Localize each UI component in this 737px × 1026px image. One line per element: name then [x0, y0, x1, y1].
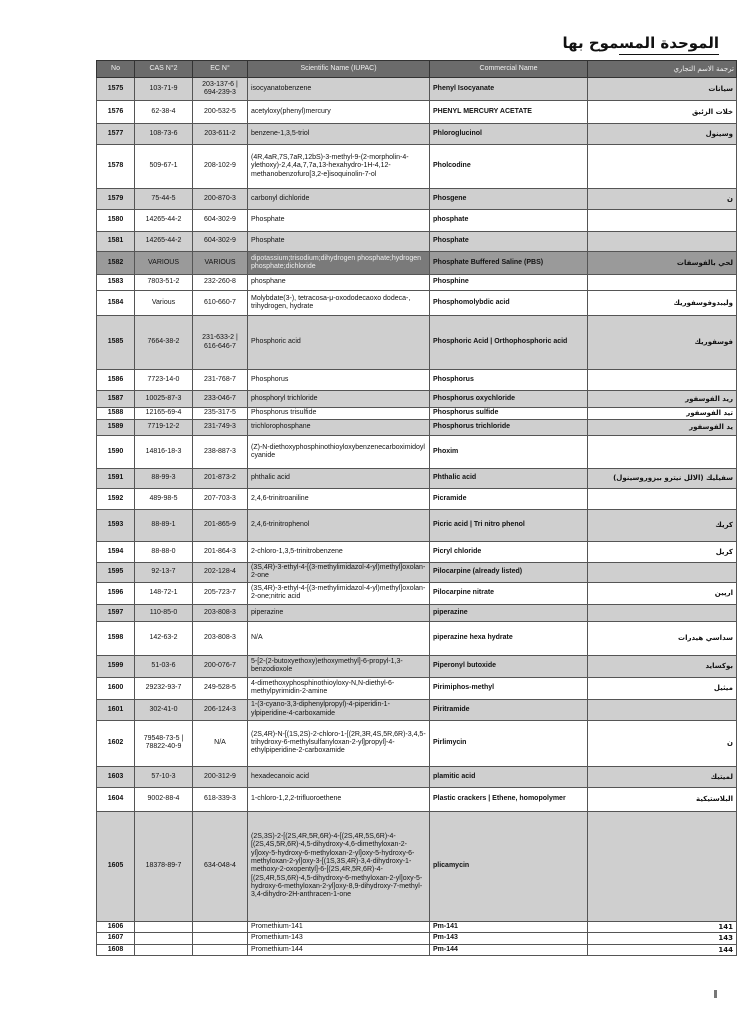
cell-commercial-name: Phosphorus oxychloride: [430, 391, 588, 408]
cell-no: 1605: [97, 811, 135, 921]
cell-arabic-name: ارپين: [588, 582, 737, 604]
table-row: [97, 370, 737, 391]
cell-no: 1586: [97, 370, 135, 391]
col-header-cas: CAS N°2: [135, 61, 193, 78]
cell-no: 1579: [97, 189, 135, 210]
cell-commercial-name: Phosphorus trichloride: [430, 420, 588, 436]
cell-commercial-name: piperazine: [430, 604, 588, 621]
col-header-arabic-translation: ترجمة الاسم التجاري: [588, 61, 737, 78]
cell-ec-number: 249-528-5: [193, 677, 248, 699]
cell-scientific-name: carbonyl dichloride: [248, 189, 430, 210]
cell-ec-number: 201-865-9: [193, 510, 248, 542]
cell-arabic-name: لميتيك: [588, 766, 737, 787]
cell-scientific-name: hexadecanoic acid: [248, 766, 430, 787]
cell-commercial-name: Phenyl Isocyanate: [430, 78, 588, 101]
cell-ec-number: [193, 933, 248, 944]
cell-arabic-name: ن: [588, 720, 737, 766]
table-row: [97, 408, 737, 420]
cell-ec-number: 231-768-7: [193, 370, 248, 391]
cell-commercial-name: Phoxim: [430, 436, 588, 469]
table-row: [97, 145, 737, 189]
cell-ec-number: [193, 944, 248, 955]
cell-ec-number: 618-339-3: [193, 787, 248, 811]
cell-scientific-name: 2-chloro-1,3,5-trinitrobenzene: [248, 542, 430, 563]
cell-commercial-name: Picric acid | Tri nitro phenol: [430, 510, 588, 542]
cell-arabic-name: كريل: [588, 542, 737, 563]
table-row: [97, 420, 737, 436]
substance-table: [96, 60, 737, 956]
cell-arabic-name: [588, 232, 737, 252]
cell-arabic-name: 141: [588, 921, 737, 932]
cell-cas-number: 103-71-9: [135, 78, 193, 101]
cell-no: 1590: [97, 436, 135, 469]
cell-scientific-name: phosphoryl trichloride: [248, 391, 430, 408]
cell-no: 1581: [97, 232, 135, 252]
table-row: [97, 101, 737, 124]
cell-arabic-name: [588, 604, 737, 621]
cell-ec-number: 200-076-7: [193, 655, 248, 677]
cell-no: 1592: [97, 489, 135, 510]
cell-cas-number: 14265-44-2: [135, 232, 193, 252]
cell-ec-number: VARIOUS: [193, 252, 248, 275]
cell-ec-number: 203-808-3: [193, 604, 248, 621]
cell-arabic-name: [588, 489, 737, 510]
cell-ec-number: 200-312-9: [193, 766, 248, 787]
cell-arabic-name: تيد الفوسفور: [588, 408, 737, 420]
cell-cas-number: 142-63-2: [135, 621, 193, 655]
cell-ec-number: 205-723-7: [193, 582, 248, 604]
cell-scientific-name: (3S,4R)-3-ethyl-4-[(3-methylimidazol-4-yl)methyl]oxolan-2-one;nitric acid: [248, 582, 430, 604]
table-row: [97, 921, 737, 932]
cell-cas-number: 148-72-1: [135, 582, 193, 604]
cell-ec-number: 232-260-8: [193, 275, 248, 291]
cell-commercial-name: Pilocarpine nitrate: [430, 582, 588, 604]
cell-arabic-name: [588, 811, 737, 921]
cell-scientific-name: dipotassium;trisodium;dihydrogen phosphate;hydrogen phosphate;dichloride: [248, 252, 430, 275]
cell-commercial-name: Phosphine: [430, 275, 588, 291]
cell-ec-number: N/A: [193, 720, 248, 766]
cell-no: 1597: [97, 604, 135, 621]
table-row: [97, 232, 737, 252]
cell-no: 1596: [97, 582, 135, 604]
cell-no: 1585: [97, 316, 135, 370]
cell-scientific-name: Phosphorus trisulfide: [248, 408, 430, 420]
cell-ec-number: 206-124-3: [193, 699, 248, 720]
cell-ec-number: 604-302-9: [193, 232, 248, 252]
cell-cas-number: 7723-14-0: [135, 370, 193, 391]
cell-commercial-name: plamitic acid: [430, 766, 588, 787]
table-row: [97, 316, 737, 370]
cell-cas-number: 51-03-6: [135, 655, 193, 677]
cell-commercial-name: PHENYL MERCURY ACETATE: [430, 101, 588, 124]
cell-cas-number: 302-41-0: [135, 699, 193, 720]
table-row: [97, 563, 737, 583]
cell-scientific-name: 1-(3-cyano-3,3-diphenylpropyl)-4-piperidin-1-ylpiperidine-4-carboxamide: [248, 699, 430, 720]
cell-commercial-name: Phosphate Buffered Saline (PBS): [430, 252, 588, 275]
cell-arabic-name: خلات الزئبق: [588, 101, 737, 124]
cell-no: 1600: [97, 677, 135, 699]
table-row: [97, 655, 737, 677]
cell-ec-number: 610-660-7: [193, 291, 248, 316]
cell-arabic-name: كريك: [588, 510, 737, 542]
cell-scientific-name: Molybdate(3-), tetracosa-μ-oxododecaoxo dodeca-, trihydrogen, hydrate: [248, 291, 430, 316]
table-row: [97, 720, 737, 766]
cell-scientific-name: (3S,4R)-3-ethyl-4-[(3-methylimidazol-4-yl)methyl]oxolan-2-one: [248, 563, 430, 583]
cell-scientific-name: 2,4,6-trinitrophenol: [248, 510, 430, 542]
cell-ec-number: 200-870-3: [193, 189, 248, 210]
table-header-row: [97, 61, 737, 78]
cell-ec-number: 202-128-4: [193, 563, 248, 583]
cell-scientific-name: 2,4,6-trinitroaniline: [248, 489, 430, 510]
cell-cas-number: 7719-12-2: [135, 420, 193, 436]
cell-no: 1584: [97, 291, 135, 316]
table-row: [97, 489, 737, 510]
cell-commercial-name: Pm-141: [430, 921, 588, 932]
cell-commercial-name: Phosgene: [430, 189, 588, 210]
cell-arabic-name: [588, 563, 737, 583]
cell-arabic-name: لحي بالفوسفات: [588, 252, 737, 275]
cell-commercial-name: Phosphorus: [430, 370, 588, 391]
cell-commercial-name: Phosphoric Acid | Orthophosphoric acid: [430, 316, 588, 370]
cell-commercial-name: Pholcodine: [430, 145, 588, 189]
col-header-no: No: [97, 61, 135, 78]
table-row: [97, 189, 737, 210]
cell-no: 1606: [97, 921, 135, 932]
table-row: [97, 582, 737, 604]
cell-arabic-name: 144: [588, 944, 737, 955]
cell-no: 1587: [97, 391, 135, 408]
cell-arabic-name: [588, 210, 737, 232]
table-row: [97, 933, 737, 944]
cell-ec-number: 238-887-3: [193, 436, 248, 469]
page-title: الموحدة المسموح بها: [562, 34, 719, 52]
cell-no: 1604: [97, 787, 135, 811]
table-row: [97, 699, 737, 720]
cell-arabic-name: وليبدوفوسفوريك: [588, 291, 737, 316]
cell-cas-number: 14816-18-3: [135, 436, 193, 469]
table-row: [97, 542, 737, 563]
cell-cas-number: 12165-69-4: [135, 408, 193, 420]
cell-scientific-name: trichlorophosphane: [248, 420, 430, 436]
cell-commercial-name: Plastic crackers | Ethene, homopolymer: [430, 787, 588, 811]
cell-no: 1583: [97, 275, 135, 291]
cell-commercial-name: Pirlimycin: [430, 720, 588, 766]
cell-ec-number: [193, 921, 248, 932]
cell-scientific-name: 1-chloro-1,2,2-trifluoroethene: [248, 787, 430, 811]
cell-arabic-name: [588, 436, 737, 469]
table-row: [97, 275, 737, 291]
table-row: [97, 391, 737, 408]
cell-commercial-name: Phloroglucinol: [430, 124, 588, 145]
table-row: [97, 766, 737, 787]
table-row: [97, 124, 737, 145]
cell-scientific-name: Phosphate: [248, 232, 430, 252]
cell-scientific-name: Promethium-141: [248, 921, 430, 932]
cell-scientific-name: (Z)-N-diethoxyphosphinothioyloxybenzenecarboximidoyl cyanide: [248, 436, 430, 469]
cell-ec-number: 201-873-2: [193, 469, 248, 489]
cell-arabic-name: يد الفوسفور: [588, 420, 737, 436]
cell-arabic-name: [588, 275, 737, 291]
table-row: [97, 436, 737, 469]
cell-commercial-name: Piritramide: [430, 699, 588, 720]
cell-no: 1582: [97, 252, 135, 275]
cell-ec-number: 200-532-5: [193, 101, 248, 124]
cell-arabic-name: [588, 145, 737, 189]
cell-scientific-name: Promethium-144: [248, 944, 430, 955]
cell-arabic-name: ميثيل: [588, 677, 737, 699]
cell-cas-number: 7664-38-2: [135, 316, 193, 370]
cell-cas-number: 108-73-6: [135, 124, 193, 145]
cell-no: 1603: [97, 766, 135, 787]
cell-ec-number: 203-137-6 | 694-239-3: [193, 78, 248, 101]
cell-commercial-name: Phosphomolybdic acid: [430, 291, 588, 316]
cell-commercial-name: Phthalic acid: [430, 469, 588, 489]
cell-no: 1576: [97, 101, 135, 124]
cell-scientific-name: piperazine: [248, 604, 430, 621]
cell-no: 1602: [97, 720, 135, 766]
cell-cas-number: 79548-73-5 | 78822-40-9: [135, 720, 193, 766]
cell-cas-number: 57-10-3: [135, 766, 193, 787]
cell-no: 1575: [97, 78, 135, 101]
cell-cas-number: 88-99-3: [135, 469, 193, 489]
scan-edge-mark: [714, 990, 717, 998]
cell-commercial-name: plicamycin: [430, 811, 588, 921]
cell-cas-number: 14265-44-2: [135, 210, 193, 232]
table-row: [97, 787, 737, 811]
table-row: [97, 291, 737, 316]
cell-arabic-name: وسينول: [588, 124, 737, 145]
cell-commercial-name: Phosphorus sulfide: [430, 408, 588, 420]
cell-scientific-name: isocyanatobenzene: [248, 78, 430, 101]
cell-commercial-name: Pirimiphos-methyl: [430, 677, 588, 699]
table-row: [97, 252, 737, 275]
cell-commercial-name: Picramide: [430, 489, 588, 510]
cell-scientific-name: phosphane: [248, 275, 430, 291]
cell-scientific-name: (2S,3S)-2-[(2S,4R,5R,6R)-4-[(2S,4R,5S,6R)-4-[(2S,4S,5R,6R)-4,5-dihydroxy-4,6-dimethyloxan-2-yl]oxy-5-hydroxy-6-methyloxan-2-yl]oxy-5-hydroxy-6-methyloxan-2-yl]oxy-3-[(1S,3S,4R)-3,4-dihydroxy-1-methoxy-2-oxopentyl]-6-[(2S,4R,5R,6R)-4-[(2S,4R,5S,6R)-4,5-dihydroxy-6-methyloxan-2-yl]oxy-5-hydroxy-6-methyloxan-2-yl]oxy-8,9-dihydroxy-7-methyl-3,4-dihydro-2H-anthracen-1-one: [248, 811, 430, 921]
cell-cas-number: 18378-89-7: [135, 811, 193, 921]
cell-scientific-name: 4-dimethoxyphosphinothioyloxy-N,N-diethyl-6-methylpyrimidin-2-amine: [248, 677, 430, 699]
cell-ec-number: 231-749-3: [193, 420, 248, 436]
cell-cas-number: [135, 921, 193, 932]
table-row: [97, 944, 737, 955]
table-row: [97, 78, 737, 101]
cell-scientific-name: benzene-1,3,5-triol: [248, 124, 430, 145]
cell-cas-number: 7803-51-2: [135, 275, 193, 291]
cell-ec-number: 634-048-4: [193, 811, 248, 921]
cell-commercial-name: piperazine hexa hydrate: [430, 621, 588, 655]
cell-cas-number: 509-67-1: [135, 145, 193, 189]
cell-scientific-name: Phosphorus: [248, 370, 430, 391]
cell-commercial-name: Piperonyl butoxide: [430, 655, 588, 677]
cell-cas-number: 29232-93-7: [135, 677, 193, 699]
cell-ec-number: 231-633-2 | 616-646-7: [193, 316, 248, 370]
cell-arabic-name: [588, 699, 737, 720]
cell-no: 1607: [97, 933, 135, 944]
cell-cas-number: Various: [135, 291, 193, 316]
cell-arabic-name: فوسفوريك: [588, 316, 737, 370]
table-row: [97, 510, 737, 542]
cell-scientific-name: Promethium-143: [248, 933, 430, 944]
col-header-ec: EC N°: [193, 61, 248, 78]
cell-ec-number: 201-864-3: [193, 542, 248, 563]
cell-scientific-name: N/A: [248, 621, 430, 655]
cell-ec-number: 235-317-5: [193, 408, 248, 420]
cell-commercial-name: Phosphate: [430, 232, 588, 252]
cell-ec-number: 203-808-3: [193, 621, 248, 655]
cell-arabic-name: سيانات: [588, 78, 737, 101]
cell-arabic-name: بوكسايد: [588, 655, 737, 677]
table-row: [97, 604, 737, 621]
cell-no: 1578: [97, 145, 135, 189]
col-header-commercial-name: Commercial Name: [430, 61, 588, 78]
table-row: [97, 469, 737, 489]
cell-arabic-name: سداسي هيدرات: [588, 621, 737, 655]
cell-no: 1588: [97, 408, 135, 420]
cell-arabic-name: 143: [588, 933, 737, 944]
cell-arabic-name: ن: [588, 189, 737, 210]
cell-scientific-name: Phosphoric acid: [248, 316, 430, 370]
cell-cas-number: 92-13-7: [135, 563, 193, 583]
cell-no: 1594: [97, 542, 135, 563]
table-row: [97, 811, 737, 921]
table-body: [97, 78, 737, 956]
cell-scientific-name: acetyloxy(phenyl)mercury: [248, 101, 430, 124]
col-header-scientific-name: Scientific Name (IUPAC): [248, 61, 430, 78]
cell-cas-number: [135, 933, 193, 944]
cell-cas-number: 10025-87-3: [135, 391, 193, 408]
title-underline: [619, 54, 719, 55]
cell-ec-number: 207-703-3: [193, 489, 248, 510]
table-row: [97, 210, 737, 232]
cell-ec-number: 233-046-7: [193, 391, 248, 408]
cell-cas-number: 75-44-5: [135, 189, 193, 210]
table-row: [97, 621, 737, 655]
cell-scientific-name: 5-[2-(2-butoxyethoxy)ethoxymethyl]-6-propyl-1,3-benzodioxole: [248, 655, 430, 677]
cell-no: 1577: [97, 124, 135, 145]
cell-scientific-name: (4R,4aR,7S,7aR,12bS)-3-methyl-9-(2-morpholin-4-ylethoxy)-2,4,4a,7,7a,13-hexahydro-1H-4,12-methanobenzofuro[3,2-e]isoquinolin-7-ol: [248, 145, 430, 189]
cell-commercial-name: Pm-143: [430, 933, 588, 944]
cell-arabic-name: ريد الفوسفور: [588, 391, 737, 408]
cell-cas-number: 88-89-1: [135, 510, 193, 542]
cell-arabic-name: سفيليك (الالل نيترو بيزوروسينول): [588, 469, 737, 489]
cell-commercial-name: Pm-144: [430, 944, 588, 955]
cell-no: 1608: [97, 944, 135, 955]
cell-ec-number: 604-302-9: [193, 210, 248, 232]
cell-no: 1595: [97, 563, 135, 583]
cell-cas-number: 110-85-0: [135, 604, 193, 621]
cell-no: 1601: [97, 699, 135, 720]
cell-no: 1599: [97, 655, 135, 677]
cell-cas-number: 9002-88-4: [135, 787, 193, 811]
cell-no: 1593: [97, 510, 135, 542]
cell-no: 1598: [97, 621, 135, 655]
cell-cas-number: VARIOUS: [135, 252, 193, 275]
cell-ec-number: 208-102-9: [193, 145, 248, 189]
cell-arabic-name: [588, 370, 737, 391]
table-row: [97, 677, 737, 699]
cell-no: 1580: [97, 210, 135, 232]
cell-scientific-name: Phosphate: [248, 210, 430, 232]
cell-no: 1591: [97, 469, 135, 489]
cell-scientific-name: phthalic acid: [248, 469, 430, 489]
cell-cas-number: [135, 944, 193, 955]
cell-cas-number: 489-98-5: [135, 489, 193, 510]
cell-commercial-name: phosphate: [430, 210, 588, 232]
cell-commercial-name: Picryl chloride: [430, 542, 588, 563]
cell-cas-number: 88-88-0: [135, 542, 193, 563]
cell-cas-number: 62-38-4: [135, 101, 193, 124]
cell-ec-number: 203-611-2: [193, 124, 248, 145]
cell-scientific-name: (2S,4R)-N-[(1S,2S)-2-chloro-1-[(2R,3R,4S,5R,6R)-3,4,5-trihydroxy-6-methylsulfanyloxan-2-yl]propyl]-4-ethylpiperidine-2-carboxamide: [248, 720, 430, 766]
cell-arabic-name: البلاستيكية: [588, 787, 737, 811]
cell-commercial-name: Pilocarpine (already listed): [430, 563, 588, 583]
cell-no: 1589: [97, 420, 135, 436]
